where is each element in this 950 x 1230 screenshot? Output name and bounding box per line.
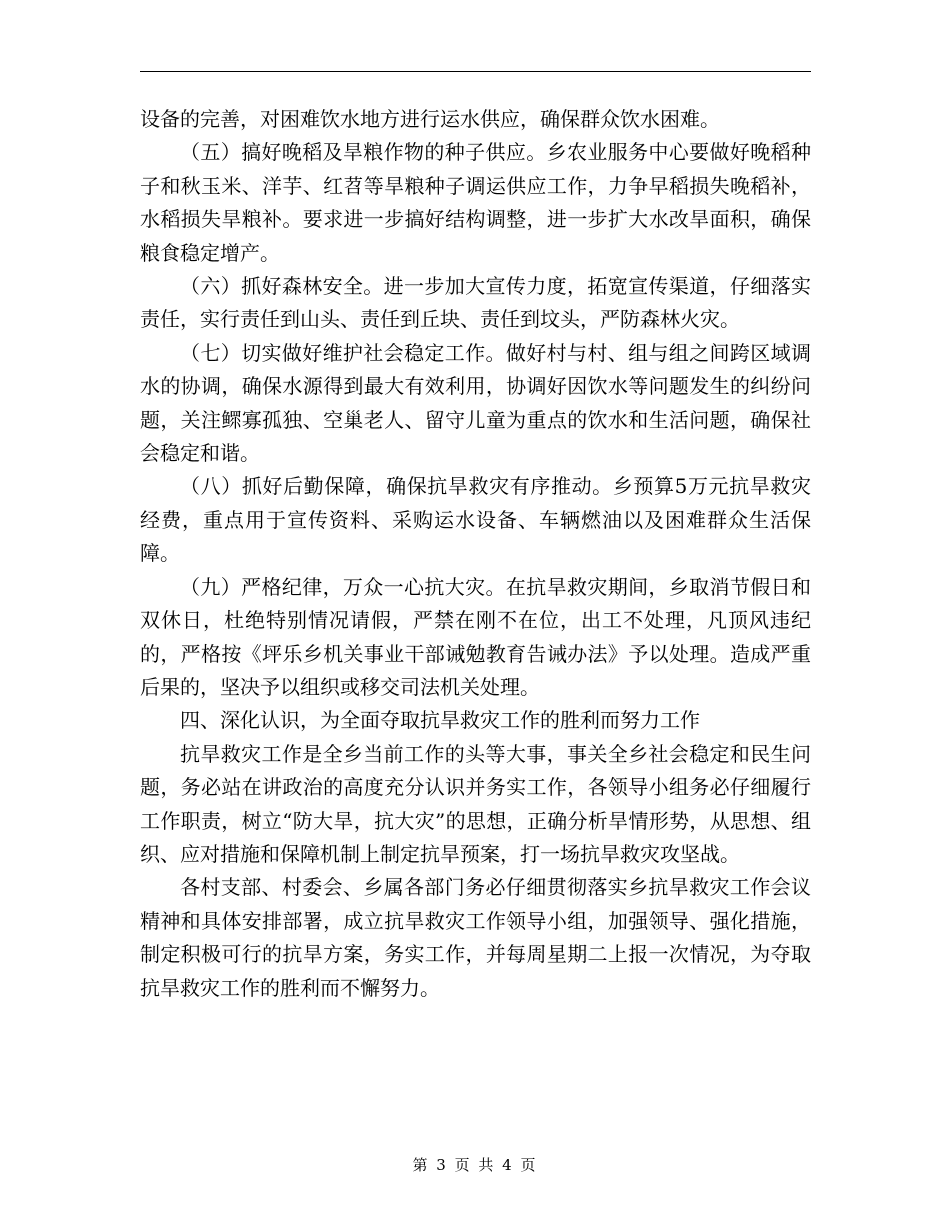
part-4-paragraph-2: 各村支部、村委会、乡属各部门务必仔细贯彻落实乡抗旱救灾工作会议精神和具体安排部署，成立抗旱救灾工作领导小组，加强领导、强化措施，制定积极可行的抗旱方案，务实工作，并每周星期二上报一次情况，为夺取抗旱救灾工作的胜利而不懈努力。 [140, 875, 811, 1000]
section-7-paragraph: （七）切实做好维护社会稳定工作。做好村与村、组与组之间跨区域调水的协调，确保水源得到最大有效利用，协调好因饮水等问题发生的纠纷问题，关注鳏寡孤独、空巢老人、留守儿童为重点的饮水和生活问题，确保社会稳定和谐。 [140, 340, 811, 466]
section-8-paragraph: （八）抓好后勤保障，确保抗旱救灾有序推动。乡预算5万元抗旱救灾经费，重点用于宣传资料、采购运水设备、车辆燃油以及困难群众生活保障。 [140, 474, 811, 566]
section-5-paragraph: （五）搞好晚稻及旱粮作物的种子供应。乡农业服务中心要做好晚稻种子和秋玉米、洋芋、红苕等旱粮种子调运供应工作，力争早稻损失晚稻补，水稻损失旱粮补。要求进一步搞好结构调整，进一步扩大水改旱面积，确保粮食稳定增产。 [140, 140, 811, 265]
section-6-paragraph: （六）抓好森林安全。进一步加大宣传力度，拓宽宣传渠道，仔细落实责任，实行责任到山头、责任到丘块、责任到坟头，严防森林火灾。 [140, 274, 811, 332]
page-number-footer: 第 3 页 共 4 页 [412, 1156, 538, 1174]
part-4-heading: 四、深化认识，为全面夺取抗旱救灾工作的胜利而努力工作 [180, 708, 700, 733]
section-9-paragraph: （九）严格纪律，万众一心抗大灾。在抗旱救灾期间，乡取消节假日和双休日，杜绝特别情况请假，严禁在刚不在位，出工不处理，凡顶风违纪的，严格按《坪乐乡机关事业干部诫勉教育告诫办法》予以处理。造成严重后果的，坚决予以组织或移交司法机关处理。 [140, 574, 811, 699]
continuation-paragraph: 设备的完善，对困难饮水地方进行运水供应，确保群众饮水困难。 [140, 107, 720, 131]
part-4-paragraph-1: 抗旱救灾工作是全乡当前工作的头等大事，事关全乡社会稳定和民生问题，务必站在讲政治的高度充分认识并务实工作，各领导小组务必仔细履行工作职责，树立“防大旱，抗大灾”的思想，正确分析旱情形势，从思想、组织、应对措施和保障机制上制定抗旱预案，打一场抗旱救灾攻坚战。 [140, 741, 811, 866]
header-rule [140, 71, 811, 72]
document-body [140, 103, 811, 1005]
